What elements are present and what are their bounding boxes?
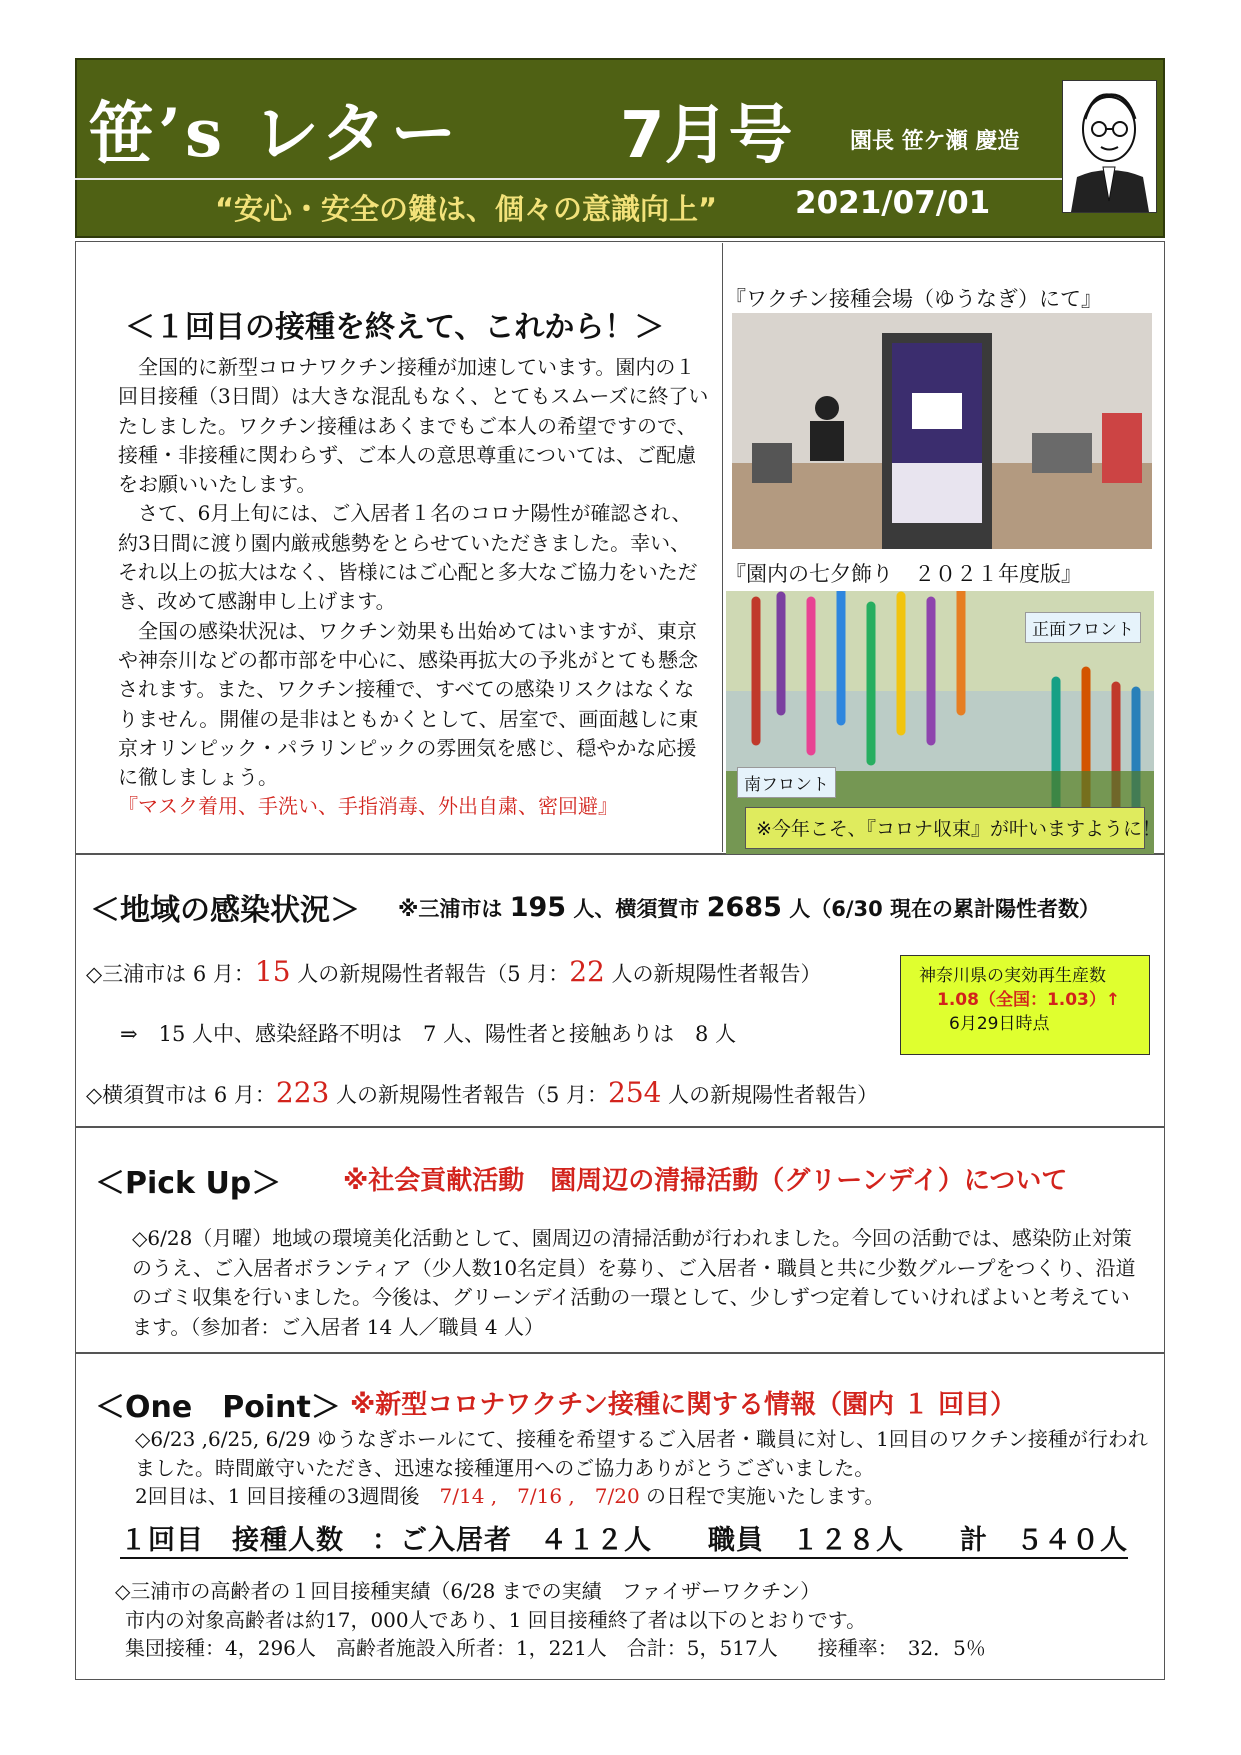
section3-body: ◇6/28（月曜）地域の環境美化活動として、園周辺の清掃活動が行われました。今回の活動では、感染防止対策のうえ、ご入居者ボランティア（少人数10名定員）を募り、ご入居者・職員と共に少数グループをつくり、沿道のゴミ収集を行いました。今後は、グリーンデイ活動の一環として、少しずつ定着していければよいと考えています。（参加者：ご入居者 14 人／職員 4 人） <box>132 1226 1136 1339</box>
text: の日程で実施いたします。 <box>639 1484 885 1508</box>
miura-elderly-stats <box>115 1577 1145 1663</box>
first-dose-total: １回目 接種人数 ：ご入居者 ４１２人 職員 １２８人 計 ５４０人 <box>120 1518 1128 1559</box>
text: 人の新規陽性者報告（5 月： <box>329 1083 609 1107</box>
text: ◇三浦市は 6 月： <box>86 962 255 986</box>
vaccination-venue-photo <box>732 313 1152 549</box>
author-portrait <box>1062 80 1157 213</box>
yokosuka-cases-line <box>86 1076 878 1109</box>
author-name: 園長 笹ケ瀬 慶造 <box>850 129 1020 154</box>
reproduction-number-box <box>900 955 1150 1055</box>
rt-date: 6月29日時点 <box>949 1014 1050 1034</box>
label-south-desk: 南フロント <box>737 767 836 798</box>
stats-figures: 集団接種：4，296人 高齢者施設入所者：1，221人 合計：5，517人 接種率： 32．5％ <box>125 1636 986 1660</box>
section1-paragraph: 全国的に新型コロナワクチン接種が加速しています。園内の１回目接種（3日間）は大きな混乱もなく、とてもスムーズに終了いたしました。ワクチン接種はあくまでもご本人の希望ですので、接種・非接種に関わらず、ご本人の意思尊重については、ご配慮をお願いいたします。 <box>118 355 709 497</box>
section3-heading: ＜Pick Up＞ <box>95 1166 282 1201</box>
header-divider <box>75 178 1085 180</box>
yokosuka-may-count: 254 <box>608 1076 662 1109</box>
miura-breakdown-line: ⇒ 15 人中、感染経路不明は 7 人、陽性者と接触ありは 8 人 <box>120 1022 737 1046</box>
stats-description: 市内の対象高齢者は約17，000人であり、1 回目接種終了者は以下のとおりです。 <box>125 1607 867 1632</box>
label-front-desk: 正面フロント <box>1025 612 1141 643</box>
prevention-slogan: 『マスク着用、手洗い、手指消毒、外出自粛、密回避』 <box>118 794 618 819</box>
text: 人の新規陽性者報告） <box>604 962 822 986</box>
section4-body <box>135 1425 1150 1511</box>
section3-subtitle: ※社会貢献活動 園周辺の清掃活動（グリーンデイ）について <box>343 1166 1068 1196</box>
text: 人の新規陽性者報告（5 月： <box>290 962 570 986</box>
rt-title: 神奈川県の実効再生産数 <box>919 966 1106 986</box>
section4-subtitle: ※新型コロナワクチン接種に関する情報（園内 １ 回目） <box>350 1390 1017 1420</box>
note-text: 人、横須賀市 <box>573 897 700 921</box>
rt-value: 1.08（全国：1.03）↑ <box>937 990 1121 1010</box>
miura-total: 195 <box>509 892 567 923</box>
vaccination-report: ◇6/23 ,6/25, 6/29 ゆうなぎホールにて、接種を希望するご入居者・職員に対し、1回目のワクチン接種が行われました。時間厳守いただき、迅速な接種運用へのご協力ありがとうございました。 <box>135 1427 1148 1480</box>
text: 2回目は、1 回目接種の3週間後 <box>135 1484 440 1508</box>
schedule-dates: 7/14 , 7/16 , 7/20 <box>439 1484 640 1508</box>
note-text: ※三浦市は <box>398 897 503 921</box>
section1-paragraph: さて、6月上旬には、ご入居者１名のコロナ陽性が確認され、約3日間に渡り園内厳戒態勢をとらせていただきました。幸い、それ以上の拡大はなく、皆様にはご心配と多大なご協力をいただき、改めて感謝申し上げます。 <box>118 501 698 614</box>
text: 人の新規陽性者報告） <box>661 1083 879 1107</box>
issue-label: 7月号 <box>620 99 793 173</box>
section1-paragraph: 全国の感染状況は、ワクチン効果も出始めてはいますが、東京や神奈川などの都市部を中心に、感染再拡大の予兆がとても懸念されます。また、ワクチン接種で、すべての感染リスクはなくなりません。開催の是非はともかくとして、居室で、画面越しに東京オリンピック・パラリンピックの雰囲気を感じ、穏やかな応援に徹しましょう。 <box>118 618 699 790</box>
section1-heading: ＜１回目の接種を終えて、これから！＞ <box>125 310 665 345</box>
photo1-caption: 『ワクチン接種会場（ゆうなぎ）にて』 <box>725 287 1102 311</box>
second-dose-schedule <box>135 1482 1150 1511</box>
issue-date: 2021/07/01 <box>795 185 991 221</box>
section4-heading: ＜One Point＞ <box>95 1390 341 1425</box>
text: ◇横須賀市は 6 月： <box>86 1083 276 1107</box>
wish-note: ※今年こそ、『コロナ収束』が叶いますように！ <box>745 807 1145 849</box>
yokosuka-june-count: 223 <box>275 1076 330 1109</box>
miura-june-count: 15 <box>254 955 291 988</box>
photo2-caption: 『園内の七夕飾り ２０２１年度版』 <box>725 562 1082 586</box>
miura-cases-line <box>86 955 822 988</box>
motto: “安心・安全の鍵は、個々の意識向上” <box>215 192 718 226</box>
miura-may-count: 22 <box>569 955 605 988</box>
note-text: 人（6/30 現在の累計陽性者数） <box>789 897 1101 921</box>
newsletter-title: 笹’s レター <box>88 94 461 172</box>
stats-title: ◇三浦市の高齢者の１回目接種実績（6/28 までの実績 ファイザーワクチン） <box>115 1579 821 1603</box>
cumulative-cases-note <box>398 892 1100 923</box>
yokosuka-total: 2685 <box>706 892 782 923</box>
section1-body <box>118 353 710 822</box>
section2-heading: ＜地域の感染状況＞ <box>90 893 360 928</box>
